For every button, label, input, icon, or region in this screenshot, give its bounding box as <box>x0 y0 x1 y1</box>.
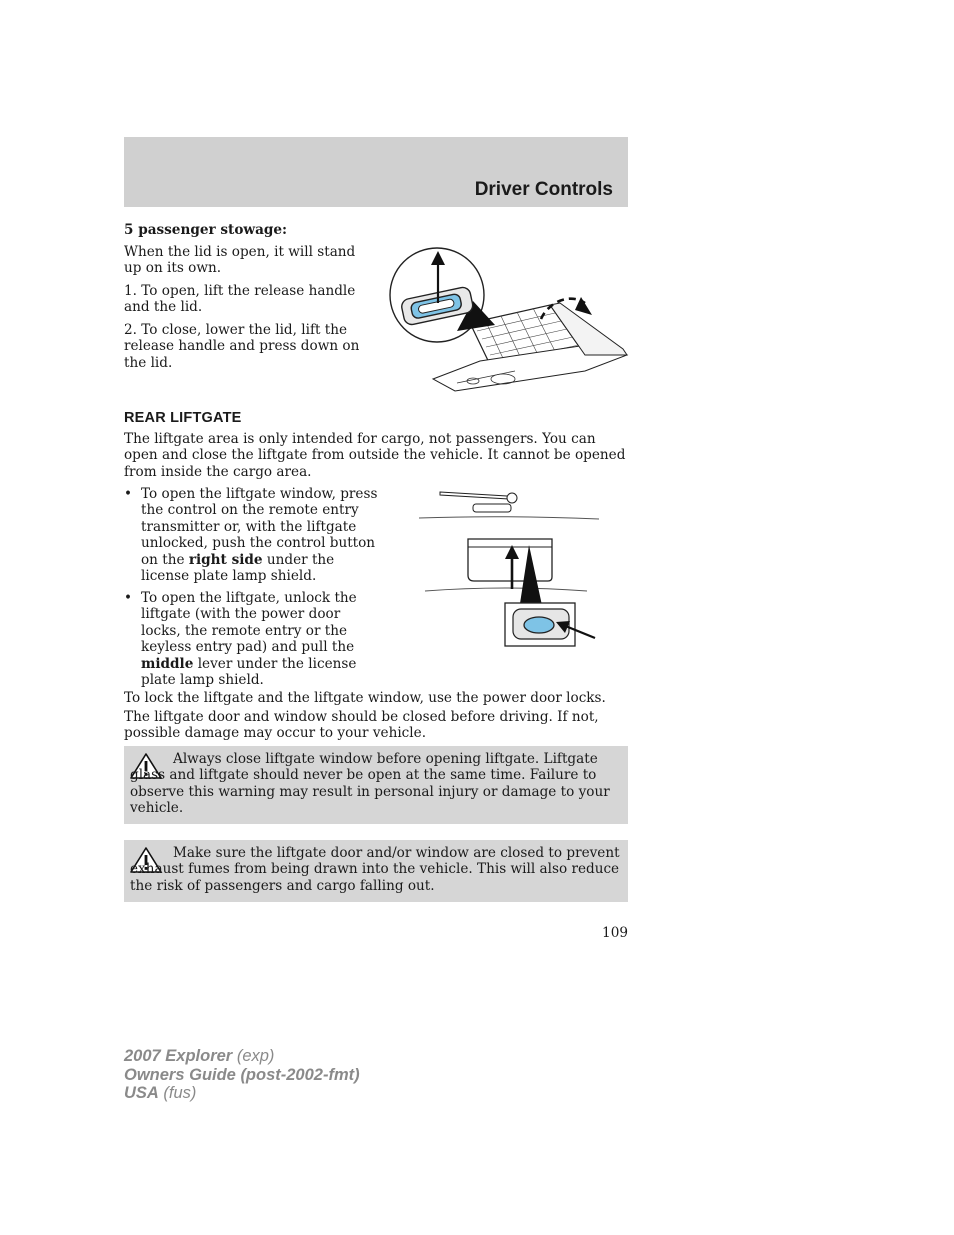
warning-box <box>124 840 628 902</box>
bullet1-text-start: To open the liftgate window, press the control on the remote entry transmitter or, with the liftgate unlocked, push the control button on the <box>141 486 378 568</box>
footer-line-2 <box>124 1066 360 1085</box>
stowage-step-2: 2. To close, lower the lid, lift the release handle and press down on the lid. <box>124 322 360 371</box>
bullet-marker: • <box>124 486 133 502</box>
bullet2-bold-text: middle <box>141 655 194 672</box>
stowage-lid-illustration <box>385 243 630 393</box>
header-band <box>124 137 628 207</box>
footer-market: USA <box>124 1084 159 1102</box>
bullet1-bold-text: right side <box>188 551 263 568</box>
stowage-para: When the lid is open, it will stand up on its own. <box>124 244 356 277</box>
closed-before-driving: The liftgate door and window should be closed before driving. If not, possible damage may occur to your vehicle. <box>124 709 599 742</box>
warning-text: Make sure the liftgate door and/or window are closed to prevent exhaust fumes from being drawn into the vehicle. This will also reduce the risk of passengers and cargo falling out. <box>130 845 620 894</box>
liftgate-heading: REAR LIFTGATE <box>124 410 242 426</box>
footer-market-code: (fus) <box>158 1084 197 1102</box>
stowage-heading: 5 passenger stowage: <box>124 222 288 238</box>
footer-line-1 <box>124 1047 360 1066</box>
lock-instructions: To lock the liftgate and the liftgate window, use the power door locks. <box>124 690 606 706</box>
footer-guide: Owners Guide (post-2002-fmt) <box>124 1065 360 1084</box>
footer-model: 2007 Explorer <box>124 1047 233 1065</box>
bullet1-text-end: under the license plate lamp shield. <box>141 551 335 585</box>
stowage-step-1: 1. To open, lift the release handle and the lid. <box>124 283 356 316</box>
bullet-marker: • <box>124 590 133 606</box>
footer-model-code: (exp) <box>232 1047 275 1065</box>
liftgate-window-instructions <box>141 486 379 584</box>
section-title: Driver Controls <box>474 179 613 200</box>
page-number: 109 <box>602 925 628 941</box>
liftgate-control-illustration <box>415 485 615 655</box>
bullet2-text-start: To open the liftgate, unlock the liftgate (with the power door locks, the remote entry or the keyless entry pad) and pull the <box>141 590 357 656</box>
bullet2-text-end: lever under the license plate lamp shield. <box>141 655 357 689</box>
liftgate-door-instructions <box>141 590 363 688</box>
footer-line-3 <box>124 1084 360 1103</box>
warning-box <box>124 746 628 824</box>
footer-document-id <box>124 1047 360 1103</box>
warning-text: Always close liftgate window before opening liftgate. Liftgate glass and liftgate should never be open at the same time. Failure to observe this warning may result in personal injury or damage to your vehicle. <box>130 751 610 817</box>
liftgate-intro: The liftgate area is only intended for cargo, not passengers. You can open and close the liftgate from outside the vehicle. It cannot be opened from inside the cargo area. <box>124 431 626 480</box>
